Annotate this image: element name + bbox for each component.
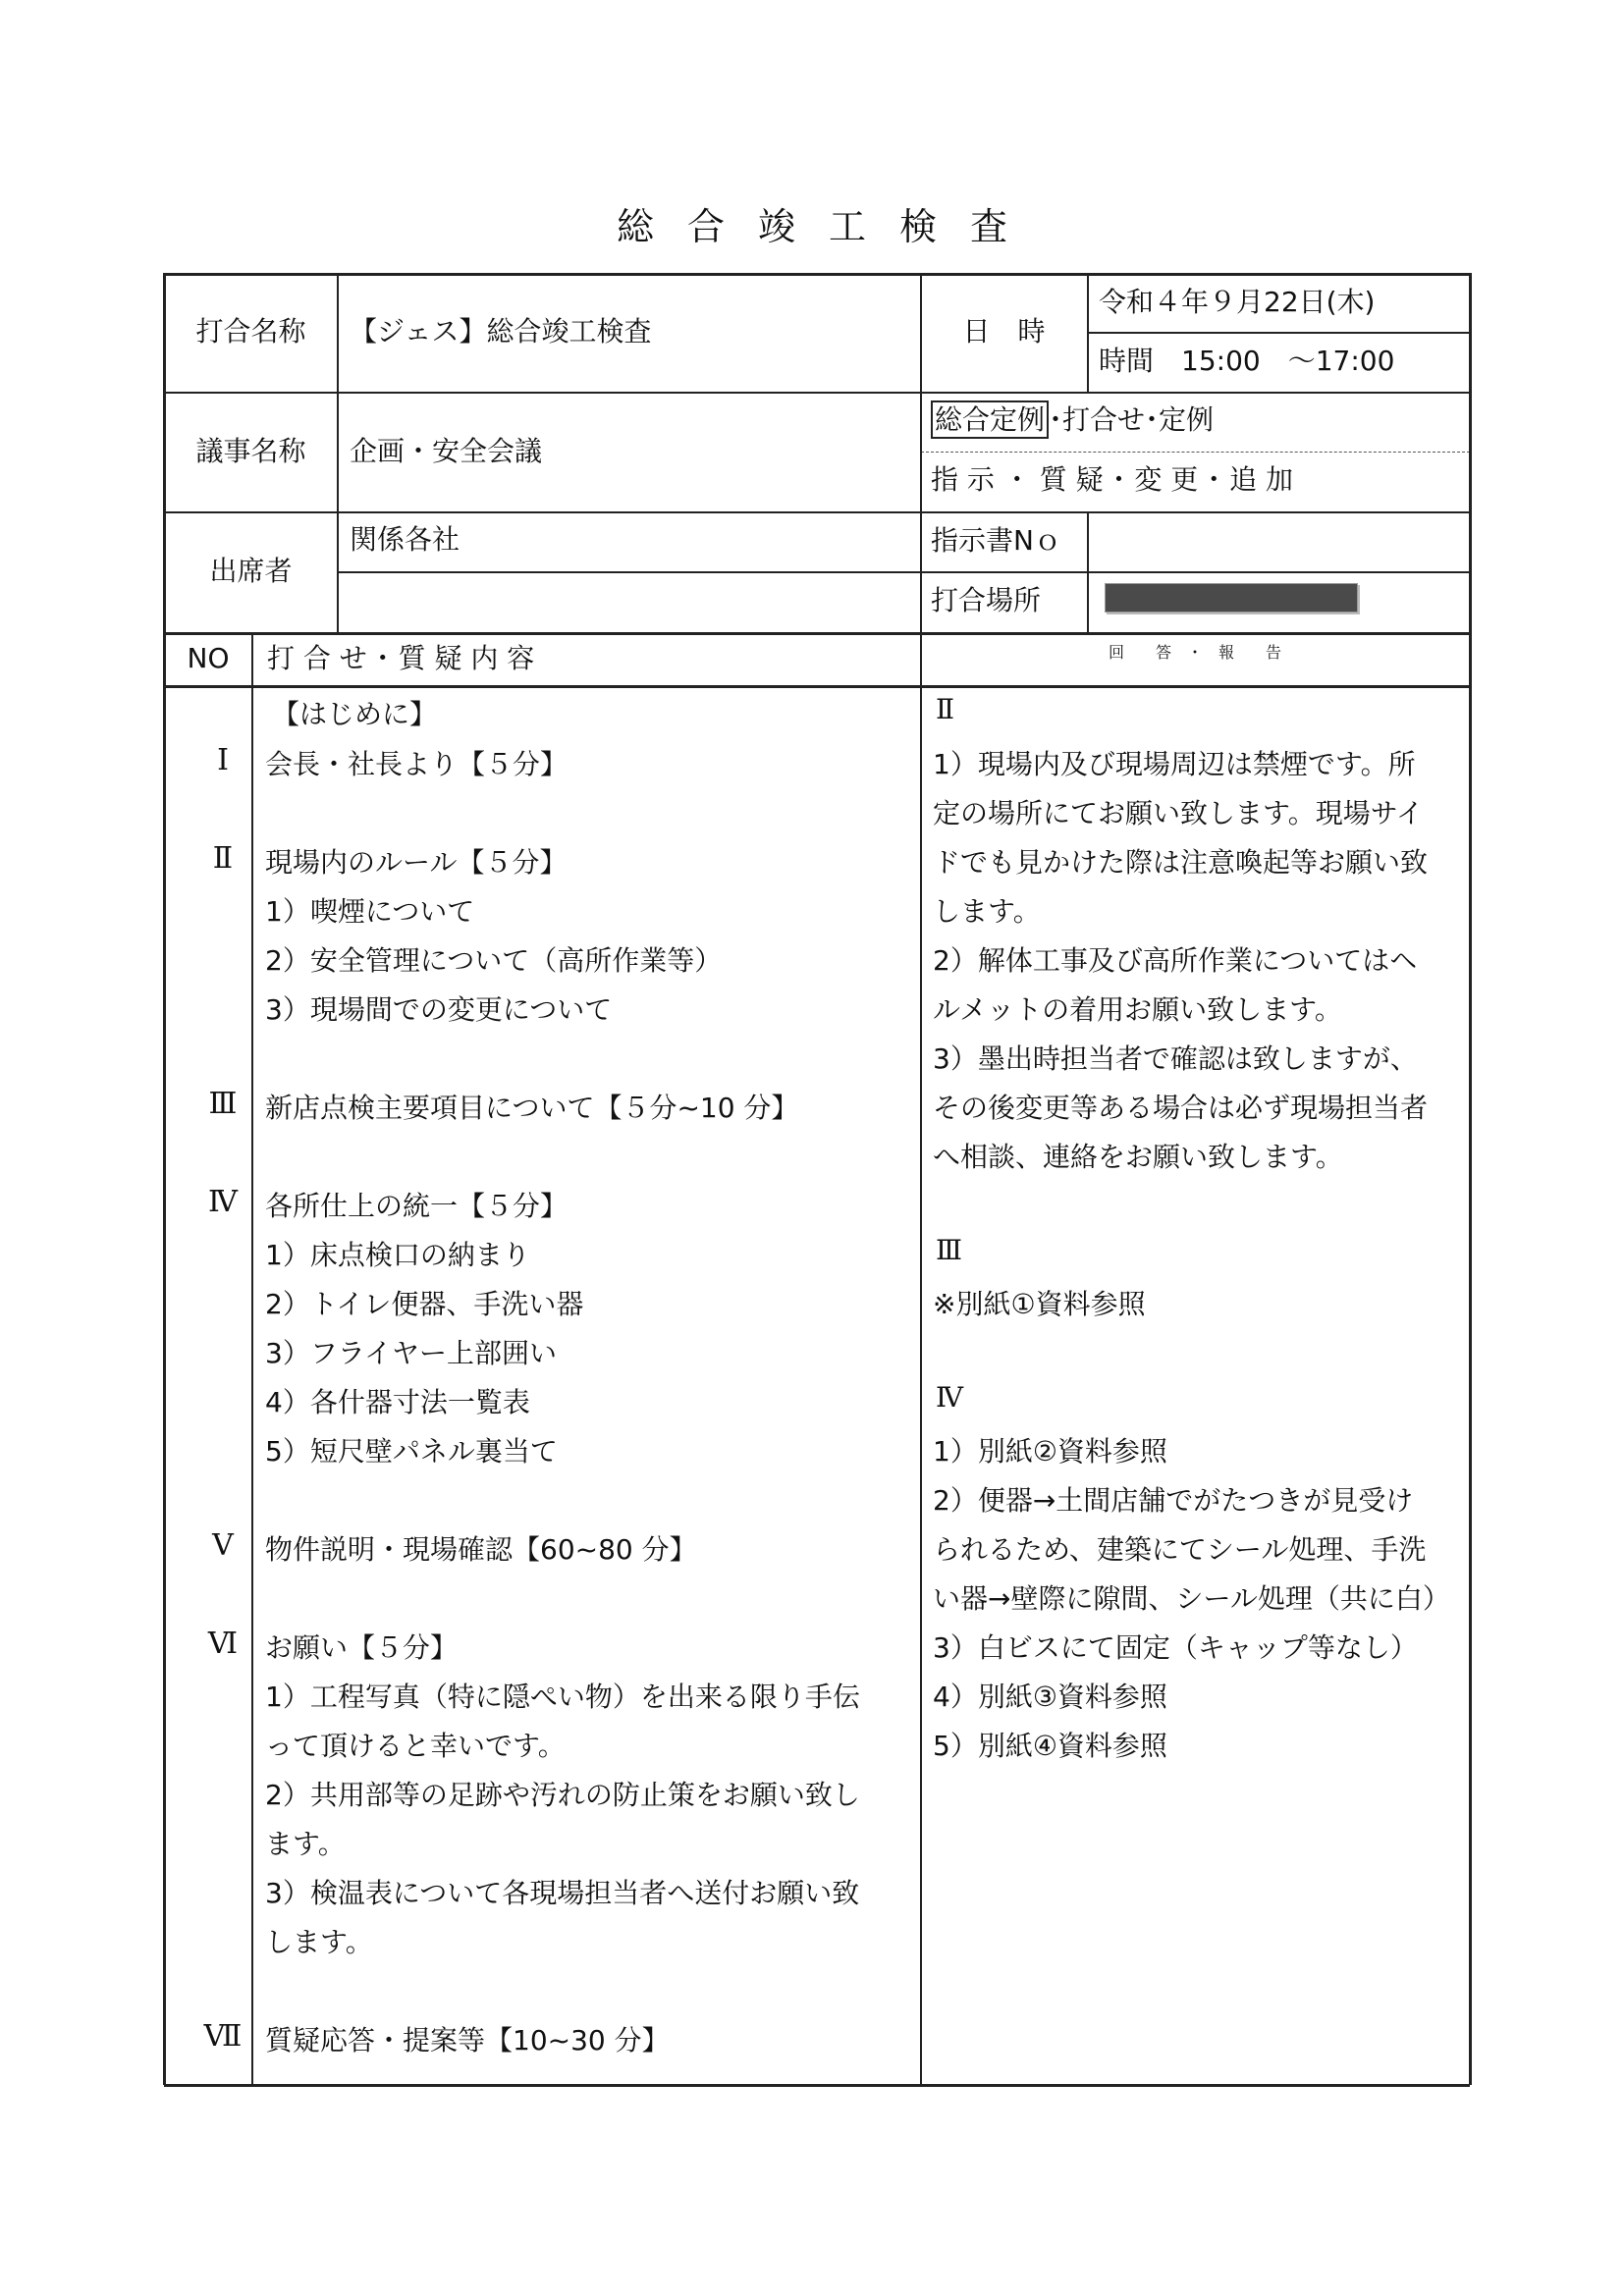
column-divider <box>1087 273 1089 393</box>
attendees-label: 出席者 <box>209 555 293 587</box>
datetime-label: 日 時 <box>962 315 1046 347</box>
agenda-item: 現場内のルール【５分】 <box>265 846 568 879</box>
roman-numeral: Ⅲ <box>208 1087 238 1121</box>
meeting-name-label: 打合名称 <box>195 315 306 347</box>
roman-numeral: Ⅴ <box>212 1528 234 1563</box>
agenda-subitem: 1）床点検口の納まり <box>265 1239 530 1271</box>
answer-section-numeral: Ⅱ <box>936 693 955 725</box>
date-value: 令和４年９月22日(木) <box>1099 286 1376 318</box>
table-bottom-border <box>164 2084 1470 2087</box>
agenda-subitem: 3）現場間での変更について <box>265 993 613 1026</box>
answer-line: 2）便器→土間店舗でがたつきが見受け <box>933 1484 1414 1517</box>
answer-line: 3）墨出時担当者で確認は致しますが、 <box>933 1042 1418 1075</box>
agenda-item: お願い【５分】 <box>265 1631 459 1664</box>
agenda-subitem: 1）工程写真（特に隠ぺい物）を出来る限り手伝 <box>265 1681 860 1713</box>
agenda-subitem: 3）フライヤー上部囲い <box>265 1337 557 1369</box>
agenda-item: 質疑応答・提案等【10~30 分】 <box>265 2024 670 2056</box>
attendees-value: 関係各社 <box>350 523 460 556</box>
dashed-divider <box>921 452 1470 453</box>
answer-line: い器→壁際に隙間、シール処理（共に白） <box>933 1582 1450 1615</box>
meeting-type-rest: ･打合せ･定例 <box>1049 403 1215 436</box>
agenda-subitem: 2）共用部等の足跡や汚れの防止策をお願い致し <box>265 1779 860 1811</box>
answer-line: ルメットの着用お願い致します。 <box>933 993 1342 1026</box>
column-header-no: NO <box>187 642 230 674</box>
redacted-place <box>1105 583 1358 613</box>
answer-line: ※別紙①資料参照 <box>933 1288 1146 1320</box>
answer-line: 定の場所にてお願い致します。現場サイ <box>933 797 1424 829</box>
answer-line: 2）解体工事及び高所作業についてはヘ <box>933 944 1418 977</box>
agenda-subitem: 3）検温表について各現場担当者へ送付お願い致 <box>265 1877 860 1909</box>
row-divider <box>164 392 1470 394</box>
answer-line: その後変更等ある場合は必ず現場担当者 <box>933 1092 1429 1124</box>
agenda-label: 議事名称 <box>195 435 306 467</box>
answer-line: 1）現場内及び現場周辺は禁煙です。所 <box>933 748 1416 780</box>
answer-line: られるため、建築にてシール処理、手洗 <box>933 1533 1427 1566</box>
agenda-item: 物件説明・現場確認【60~80 分】 <box>265 1533 697 1566</box>
meeting-name-value: 【ジェス】総合竣工検査 <box>350 315 652 347</box>
roman-numeral: Ⅳ <box>208 1185 238 1219</box>
answer-line: ドでも見かけた際は注意喚起等お願い致 <box>933 846 1429 879</box>
roman-numeral: Ⅶ <box>203 2019 243 2054</box>
column-divider <box>920 273 922 2085</box>
answer-line: 1）別紙②資料参照 <box>933 1435 1167 1468</box>
instruction-no-label: 指示書Nｏ <box>931 524 1061 557</box>
document-title: 総合竣工検査 <box>616 205 1041 248</box>
meeting-type-selected: 総合定例 <box>931 400 1049 439</box>
answer-line: 5）別紙④資料参照 <box>933 1730 1167 1762</box>
row-divider <box>164 685 1470 688</box>
column-divider <box>1087 511 1089 633</box>
agenda-value: 企画・安全会議 <box>350 435 543 467</box>
row-divider <box>337 571 1470 573</box>
agenda-subitem: 5）短尺壁パネル裏当て <box>265 1435 558 1468</box>
answer-line: します。 <box>933 895 1041 928</box>
answer-line: 4）別紙③資料参照 <box>933 1681 1167 1713</box>
answer-section-numeral: Ⅳ <box>936 1381 963 1414</box>
column-divider <box>337 273 339 633</box>
agenda-subitem: 2）トイレ便器、手洗い器 <box>265 1288 584 1320</box>
agenda-subitem: 1）喫煙について <box>265 895 475 928</box>
answer-line: 3）白ビスにて固定（キャップ等なし） <box>933 1631 1418 1664</box>
row-divider <box>164 511 1470 513</box>
agenda-subitem: 4）各什器寸法一覧表 <box>265 1386 530 1418</box>
table-top-border <box>164 273 1470 276</box>
column-header-answer: 回 答 ・ 報 告 <box>1108 643 1281 662</box>
time-value: 時間 15:00 ～17:00 <box>1099 345 1395 377</box>
table-right-border <box>1469 273 1472 2085</box>
roman-numeral: Ⅰ <box>217 743 229 777</box>
agenda-subitem: ます。 <box>265 1828 346 1860</box>
agenda-item: 新店点検主要項目について【５分~10 分】 <box>265 1092 799 1124</box>
roman-numeral: Ⅱ <box>212 841 234 876</box>
meeting-type-row <box>931 403 1215 436</box>
agenda-subitem: 2）安全管理について（高所作業等） <box>265 944 723 977</box>
agenda-item: 会長・社長より【５分】 <box>265 748 568 780</box>
column-header-content: 打 合 せ ･ 質 疑 内 容 <box>267 642 535 674</box>
agenda-item: 各所仕上の統一【５分】 <box>265 1190 568 1222</box>
agenda-subitem: って頂けると幸いです。 <box>265 1730 566 1762</box>
row-divider <box>1087 332 1470 334</box>
table-left-border <box>163 273 166 2085</box>
category-options: 指 示 ・ 質 疑 ･ 変 更 ･ 追 加 <box>931 463 1294 496</box>
answer-line: へ相談、連絡をお願い致します。 <box>933 1141 1343 1173</box>
answer-section-numeral: Ⅲ <box>936 1234 963 1266</box>
roman-numeral: Ⅵ <box>207 1627 239 1661</box>
agenda-subitem: します。 <box>265 1926 373 1958</box>
row-divider <box>164 633 1470 635</box>
section-intro: 【はじめに】 <box>272 698 438 730</box>
place-label: 打合場所 <box>931 584 1042 616</box>
